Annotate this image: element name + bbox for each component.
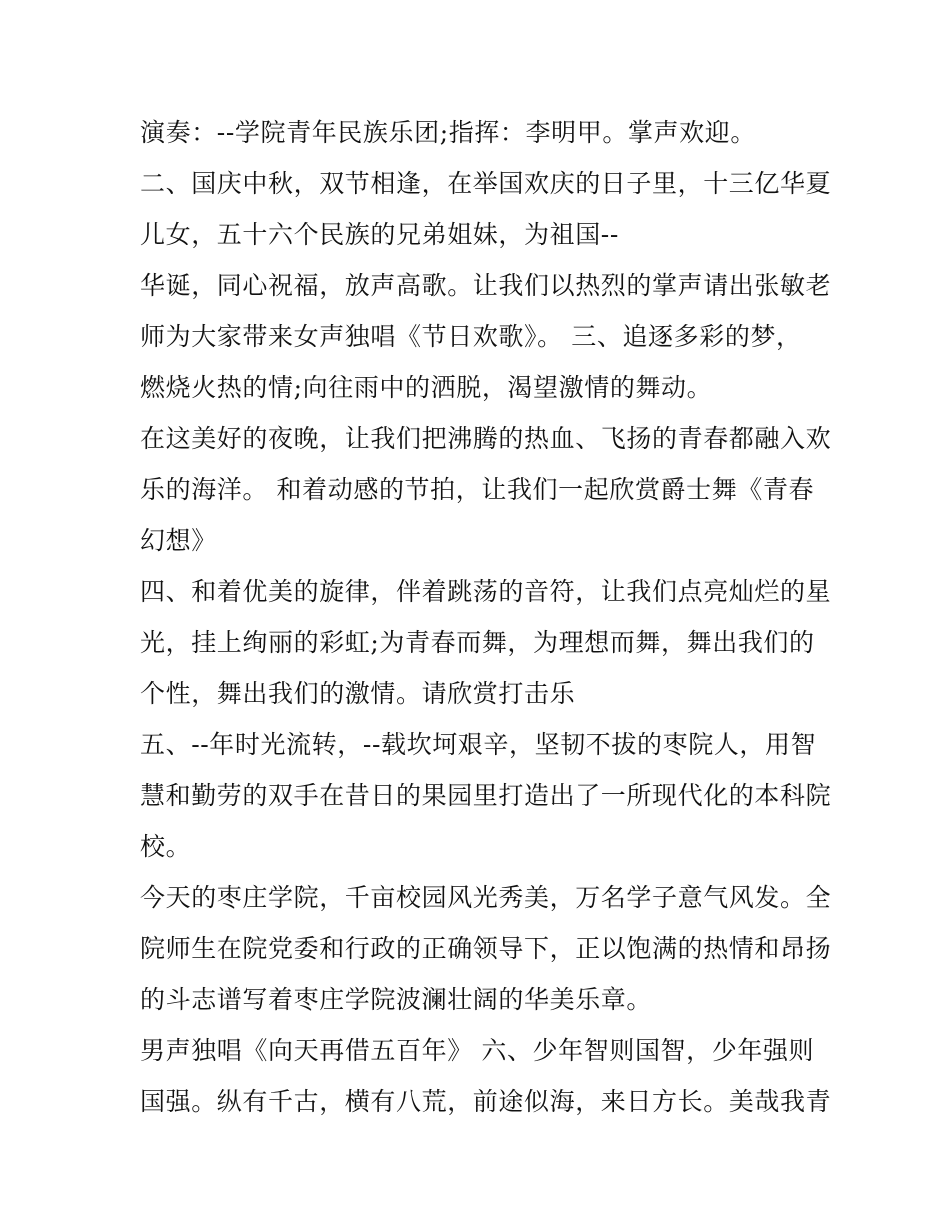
text-line: 燃烧火热的情;向往雨中的洒脱，渴望激情的舞动。 — [140, 373, 713, 402]
text-line: 儿女，五十六个民族的兄弟姐妹，为祖国-- — [140, 220, 619, 249]
text-line: 慧和勤劳的双手在昔日的果园里打造出了一所现代化的本科院 — [140, 781, 832, 810]
text-line: 二、国庆中秋，双节相逢，在举国欢庆的日子里，十三亿华夏 — [140, 169, 832, 198]
document-body — [140, 107, 832, 1127]
text-line: 今天的枣庄学院，千亩校园风光秀美，万名学子意气风发。全 — [140, 883, 832, 912]
text-line: 四、和着优美的旋律，伴着跳荡的音符，让我们点亮灿烂的星 — [140, 577, 832, 606]
text-line: 院师生在院党委和行政的正确领导下，正以饱满的热情和昂扬 — [140, 934, 832, 963]
text-line: 幻想》 — [140, 526, 217, 555]
text-line: 演奏：--学院青年民族乐团;指挥：李明甲。掌声欢迎。 — [140, 118, 756, 147]
text-line: 国强。纵有千古，横有八荒，前途似海，来日方长。美哉我青 — [140, 1087, 832, 1116]
text-line: 华诞，同心祝福，放声高歌。让我们以热烈的掌声请出张敏老 — [140, 271, 832, 300]
text-line: 光，挂上绚丽的彩虹;为青春而舞，为理想而舞，舞出我们的 — [140, 628, 815, 657]
text-line: 男声独唱《向天再借五百年》 六、少年智则国智，少年强则 — [140, 1036, 815, 1065]
text-line: 的斗志谱写着枣庄学院波澜壮阔的华美乐章。 — [140, 985, 653, 1014]
text-line: 个性，舞出我们的激情。请欣赏打击乐 — [140, 679, 576, 708]
text-line: 师为大家带来女声独唱《节日欢歌》。 三、追逐多彩的梦， — [140, 322, 802, 351]
text-line: 校。 — [140, 832, 192, 861]
text-line: 五、--年时光流转，--载坎坷艰辛，坚韧不拔的枣院人，用智 — [140, 730, 817, 759]
text-line: 在这美好的夜晚，让我们把沸腾的热血、飞扬的青春都融入欢 — [140, 424, 832, 453]
text-line: 乐的海洋。 和着动感的节拍，让我们一起欣赏爵士舞《青春 — [140, 475, 815, 504]
